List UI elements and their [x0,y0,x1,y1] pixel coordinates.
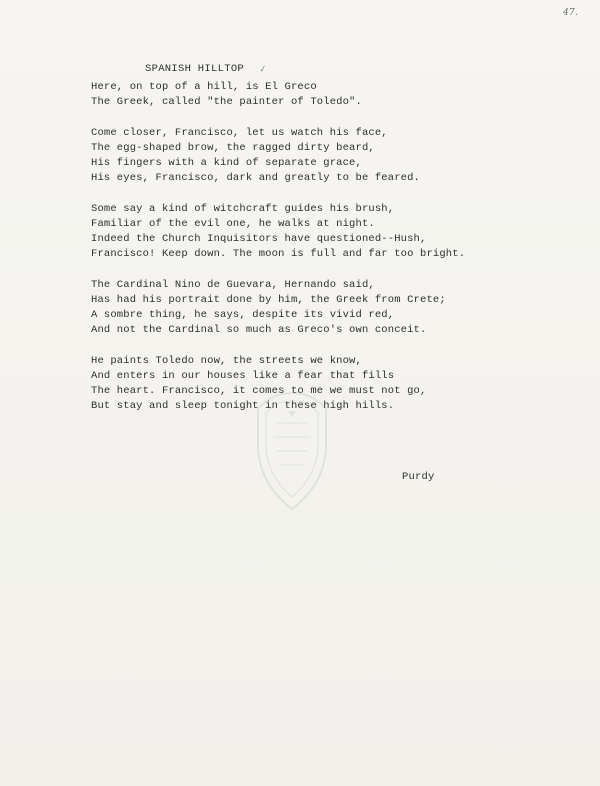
poem-line: Indeed the Church Inquisitors have questioned--Hush, [91,233,427,245]
poem-line: The heart. Francisco, it comes to me we must not go, [91,385,427,397]
poem-line: He paints Toledo now, the streets we know, [91,354,362,367]
poem-line: The egg-shaped brow, the ragged dirty beard, [91,141,375,154]
poem-line: And not the Cardinal so much as Greco's own conceit. [91,324,427,337]
poem-line: His eyes, Francisco, dark and greatly to be feared. [91,172,421,185]
poem-line: Some say a kind of witchcraft guides his brush, [91,202,395,215]
poem-line: But stay and sleep tonight in these high hills. [91,400,395,413]
poem-body [91,80,551,430]
poem-line: A sombre thing, he says, despite its vivid red, [91,309,395,321]
crest-watermark-icon [248,387,336,515]
poem-line: Come closer, Francisco, let us watch his face, [91,126,388,139]
stanza-1 [91,80,551,110]
stanza-3 [91,202,551,263]
poem-line: His fingers with a kind of separate grace, [91,157,362,169]
poem-line: Here, on top of a hill, is El Greco [91,81,317,93]
page-number: 47. [563,8,579,18]
poem-line: And enters in our houses like a fear that fills [91,369,395,382]
signature: Purdy [402,471,435,483]
poem-line: Francisco! Keep down. The moon is full and far too bright. [91,248,466,261]
check-mark-icon: ✓ [257,63,269,76]
poem-line: Familiar of the evil one, he walks at night. [91,217,375,230]
poem-line: Has had his portrait done by him, the Greek from Crete; [91,293,446,306]
stanza-2 [91,126,551,187]
stanza-4 [91,278,551,339]
poem-line: The Cardinal Nino de Guevara, Hernando said, [91,278,375,291]
poem-title: SPANISH HILLTOP [145,63,245,75]
poem-line: The Greek, called "the painter of Toledo". [91,96,362,109]
